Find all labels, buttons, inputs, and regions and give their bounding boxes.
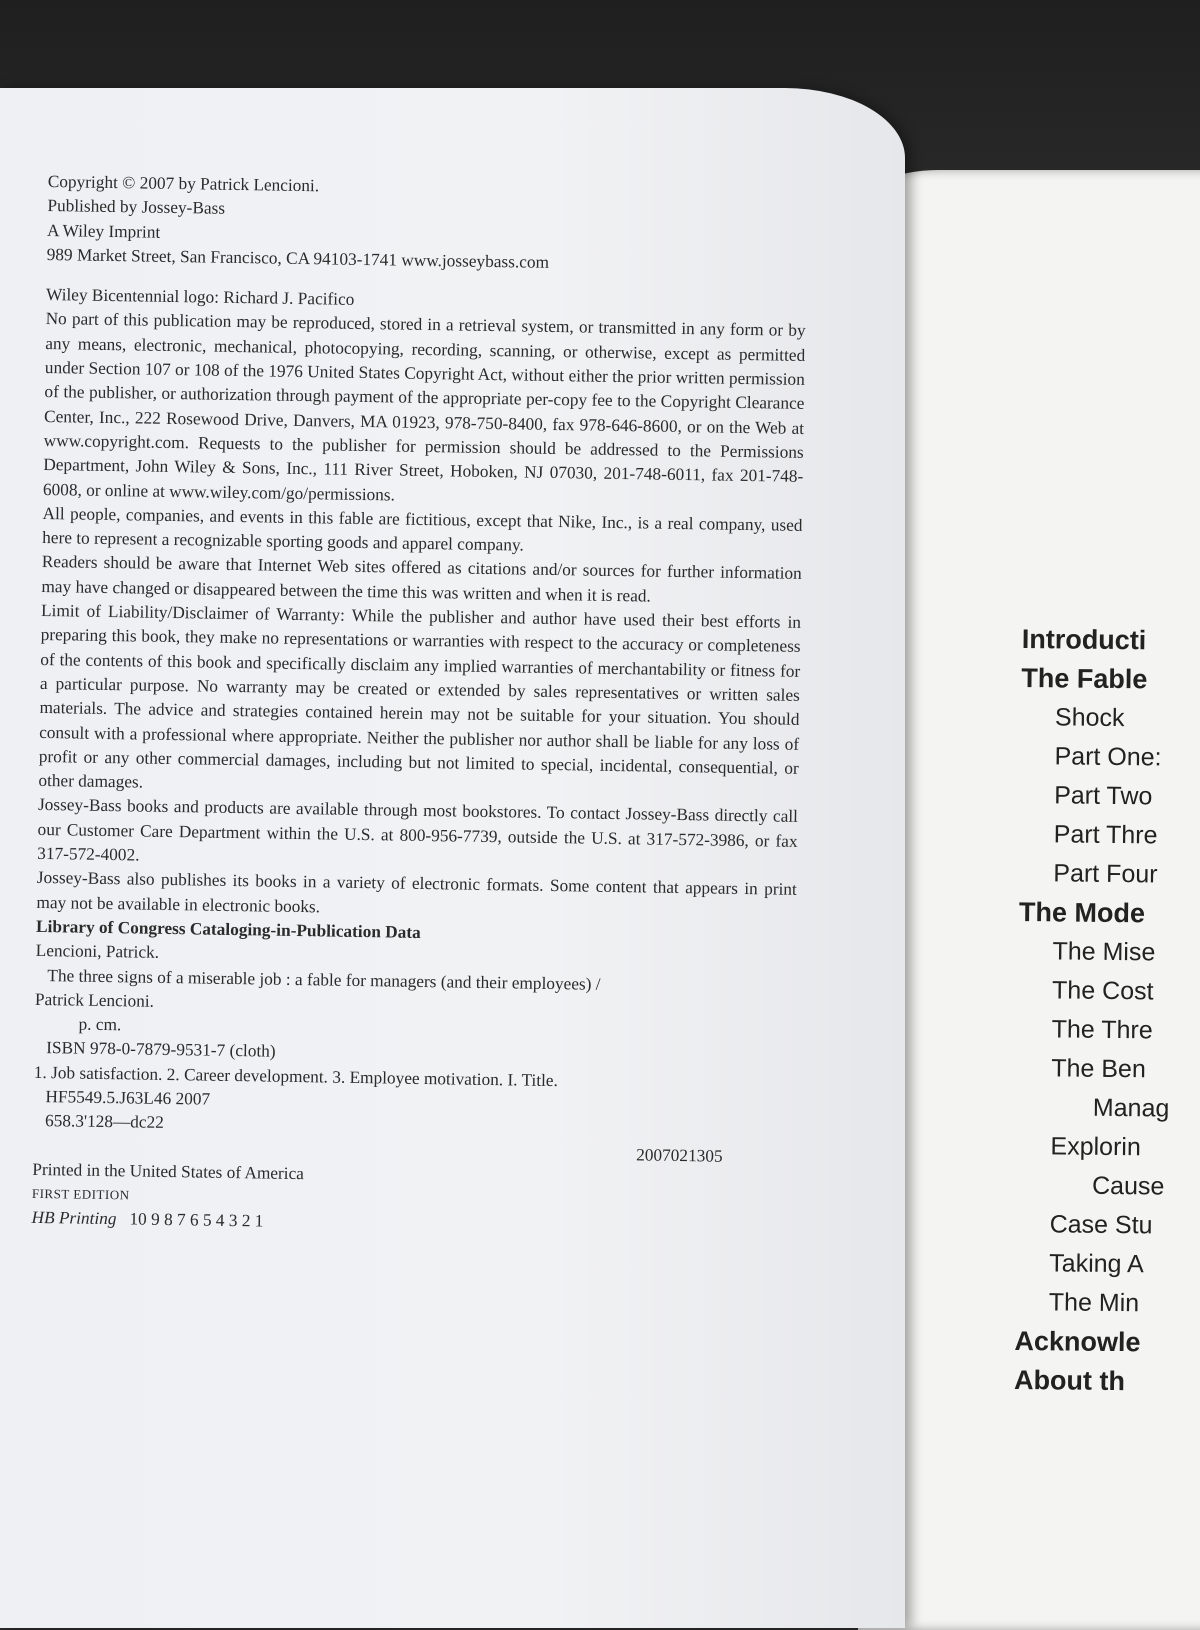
toc-entry: About th — [1013, 1364, 1126, 1397]
toc-entry: Case Stu — [1049, 1210, 1153, 1240]
cip-pages: p. cm. — [78, 1014, 122, 1035]
copyright-line: Copyright © 2007 by Patrick Lencioni. — [47, 171, 320, 196]
cip-lccn: 2007021305 — [636, 1144, 723, 1166]
reproduction-notice: No part of this publication may be reproduced, stored in a retrieval system, or transmitted in any form or by any means, electronic, mechanical, photocopying, recording, scanning, or otherwise, except as permitted under Section 107 or 108 of the 1976 United States Copyright Act, without either the prior written permission of the publisher, or authorization through payment of the appropriate per-copy fee to the Copyright Clearance Center, Inc., 222 Rosewood Drive, Danvers, MA 01923, 978-750-8400, fax 978-646-8600, or on the Web at www.copyright.com. Requests to the publisher for permission should be addressed to the Permissions Department, John Wiley & Sons, Inc., 111 River Street, Hoboken, NJ 07030, 201-748-6011, fax 201-748-6008, or online at www.wiley.com/go/permissions. — [42, 309, 806, 505]
printed-in: Printed in the United States of America — [32, 1159, 305, 1184]
toc-entry: The Ben — [1051, 1054, 1146, 1084]
cip-dewey: 658.3'128—dc22 — [44, 1111, 164, 1133]
toc-entry: The Fable — [1021, 662, 1148, 695]
toc-entry: Cause — [1091, 1171, 1165, 1201]
logo-credit: Wiley Bicentennial logo: Richard J. Pacifico — [45, 285, 355, 310]
cip-author-line: Patrick Lencioni. — [34, 989, 155, 1011]
web-notice: Readers should be aware that Internet Web sites offered as citations and/or sources for further information may have changed or disappeared between the time this was written and when it is read. — [41, 552, 802, 606]
cip-subjects: 1. Job satisfaction. 2. Career development. 3. Employee motivation. I. Title. — [33, 1062, 559, 1090]
printing-label: HB Printing — [31, 1208, 117, 1229]
toc-entry: Part One: — [1054, 742, 1162, 772]
edition: FIRST EDITION — [31, 1186, 130, 1203]
toc-entry: The Mise — [1052, 937, 1156, 967]
publisher-block — [46, 194, 807, 279]
table-of-contents — [1014, 620, 1200, 1403]
toc-entry: The Min — [1048, 1288, 1140, 1318]
toc-entry: The Mode — [1018, 896, 1146, 929]
copyright-page-text — [31, 170, 808, 1243]
toc-entry: Shock — [1054, 703, 1125, 733]
toc-entry: Introducti — [1021, 623, 1147, 656]
cip-isbn: ISBN 978-0-7879-9531-7 (cloth) — [46, 1038, 276, 1062]
publisher-line: A Wiley Imprint — [46, 220, 161, 242]
publisher-line: Published by Jossey-Bass — [47, 196, 226, 219]
toc-entry: The Thre — [1051, 1015, 1153, 1045]
toc-entry: Taking A — [1049, 1249, 1144, 1279]
cip-lc-class: HF5549.5.J63L46 2007 — [45, 1087, 211, 1109]
cip-heading: Library of Congress Cataloging-in-Publication Data — [35, 916, 421, 942]
toc-entry: Part Thre — [1053, 820, 1158, 850]
electronic-notice: Jossey-Bass also publishes its books in a variety of electronic formats. Some content that appears in print may not be available in electronic books. — [36, 868, 797, 916]
toc-entry: Part Four — [1053, 859, 1158, 889]
cip-block — [32, 939, 795, 1170]
cip-author: Lencioni, Patrick. — [35, 941, 160, 963]
publisher-line: 989 Market Street, San Francisco, CA 94103-1741 www.josseybass.com — [46, 244, 550, 272]
toc-entry: Part Two — [1054, 781, 1153, 811]
toc-entry: Explorin — [1050, 1132, 1141, 1162]
liability-notice: Limit of Liability/Disclaimer of Warranty: While the publisher and author have used their best efforts in preparing this book, they make no representations or warranties with respect to the accuracy or completeness of the contents of this book and specifically disclaim any implied warranties of merchantability or fitness for a particular purpose. No warranty may be created or extended by sales representatives or written sales materials. The advice and strategies contained herein may not be suitable for your situation. You should consult with a professional where appropriate. Neither the publisher nor author shall be liable for any loss of profit or any other commercial damages, including but not limited to special, incidental, consequential, or other damages. — [38, 600, 802, 792]
fiction-notice: All people, companies, and events in this fable are fictitious, except that Nike, Inc., is a real company, used here to represent a recognizable sporting goods and apparel company. — [42, 503, 803, 555]
printing-numbers: 10 9 8 7 6 5 4 3 2 1 — [129, 1209, 264, 1231]
toc-entry: Manag — [1092, 1093, 1170, 1123]
availability-notice: Jossey-Bass books and products are available through most bookstores. To contact Jossey-Bass directly call our Customer Care Department within the U.S. at 800-956-7739, outside the U.S. at 317-572-3986, or fax 317-572-4002. — [37, 795, 799, 865]
toc-entry: The Cost — [1051, 976, 1154, 1006]
toc-entry: Acknowle — [1014, 1325, 1141, 1358]
cip-title: The three signs of a miserable job : a fable for managers (and their employees) / — [47, 965, 601, 994]
